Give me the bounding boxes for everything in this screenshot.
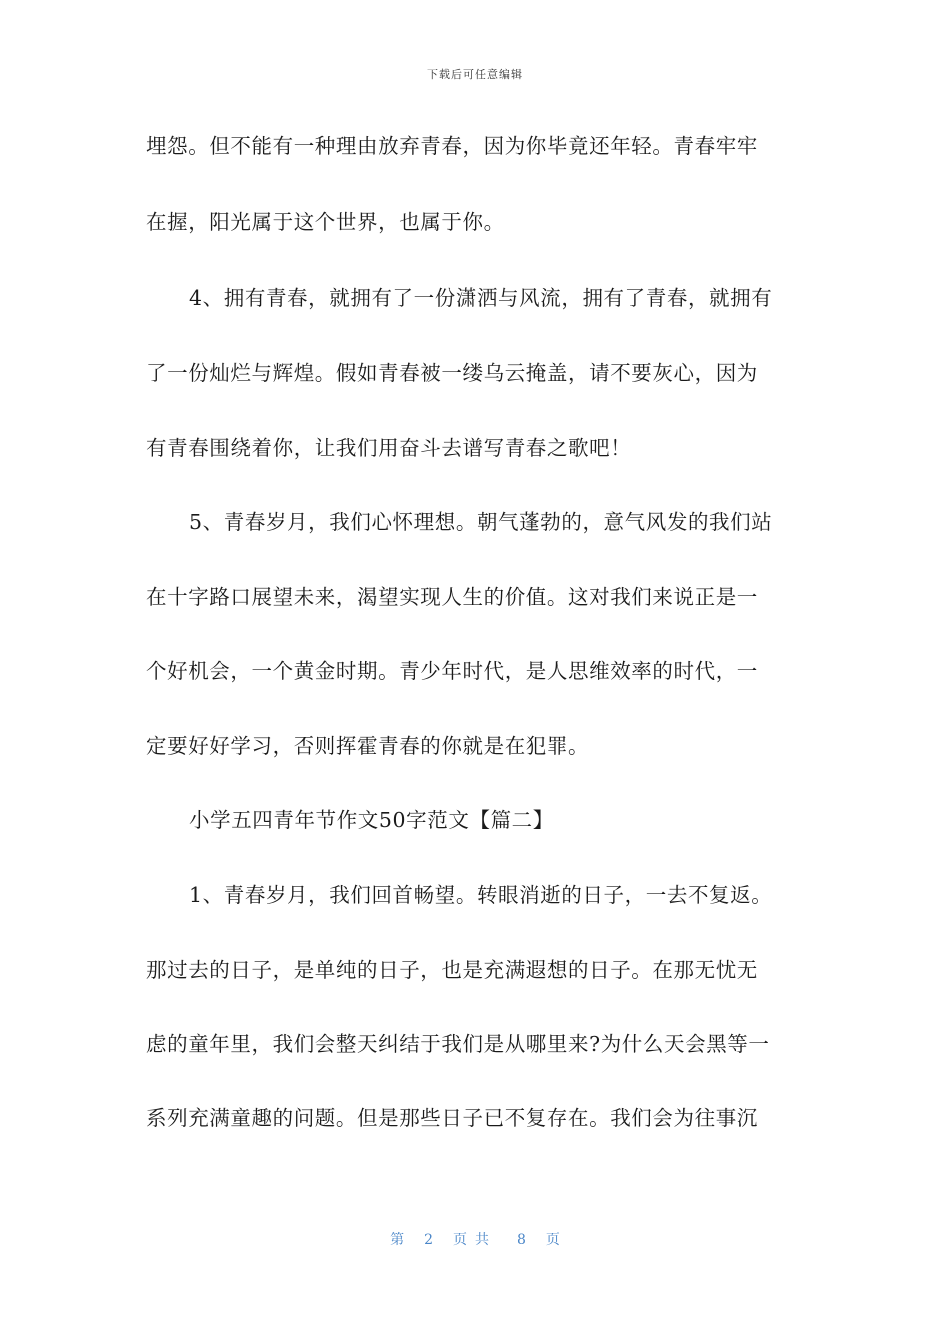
body-line: 系列充满童趣的问题。但是那些日子已不复存在。我们会为往事沉 [146, 1106, 758, 1130]
body-line: 个好机会，一个黄金时期。青少年时代，是人思维效率的时代，一 [146, 659, 758, 683]
footer-middle: 页共 [453, 1232, 497, 1248]
body-line: 了一份灿烂与辉煌。假如青春被一缕乌云掩盖，请不要灰心，因为 [146, 361, 758, 385]
page-footer [0, 1229, 950, 1249]
body-line: 4、拥有青春，就拥有了一份潇洒与风流，拥有了青春，就拥有 [189, 286, 773, 310]
page-header: 下载后可任意编辑 [427, 68, 523, 81]
body-line: 有青春围绕着你，让我们用奋斗去谱写青春之歌吧！ [146, 436, 632, 460]
footer-suffix: 页 [545, 1232, 560, 1248]
footer-prefix: 第 [390, 1232, 405, 1248]
body-line: 那过去的日子，是单纯的日子，也是充满遐想的日子。在那无忧无 [146, 958, 758, 982]
section-heading: 小学五四青年节作文50字范文【篇二】 [189, 808, 554, 832]
body-line: 埋怨。但不能有一种理由放弃青春，因为你毕竟还年轻。青春牢牢 [146, 134, 758, 158]
body-line: 1、青春岁月，我们回首畅望。转眼消逝的日子，一去不复返。 [189, 883, 773, 907]
body-line: 在握，阳光属于这个世界，也属于你。 [146, 210, 505, 234]
footer-total-pages: 8 [517, 1232, 526, 1248]
body-line: 在十字路口展望未来，渴望实现人生的价值。这对我们来说正是一 [146, 585, 758, 609]
body-line: 虑的童年里，我们会整天纠结于我们是从哪里来?为什么天会黑等一 [146, 1032, 770, 1056]
body-line: 定要好好学习，否则挥霍青春的你就是在犯罪。 [146, 734, 590, 758]
footer-current-page: 2 [424, 1232, 433, 1248]
body-line: 5、青春岁月，我们心怀理想。朝气蓬勃的，意气风发的我们站 [189, 510, 773, 534]
